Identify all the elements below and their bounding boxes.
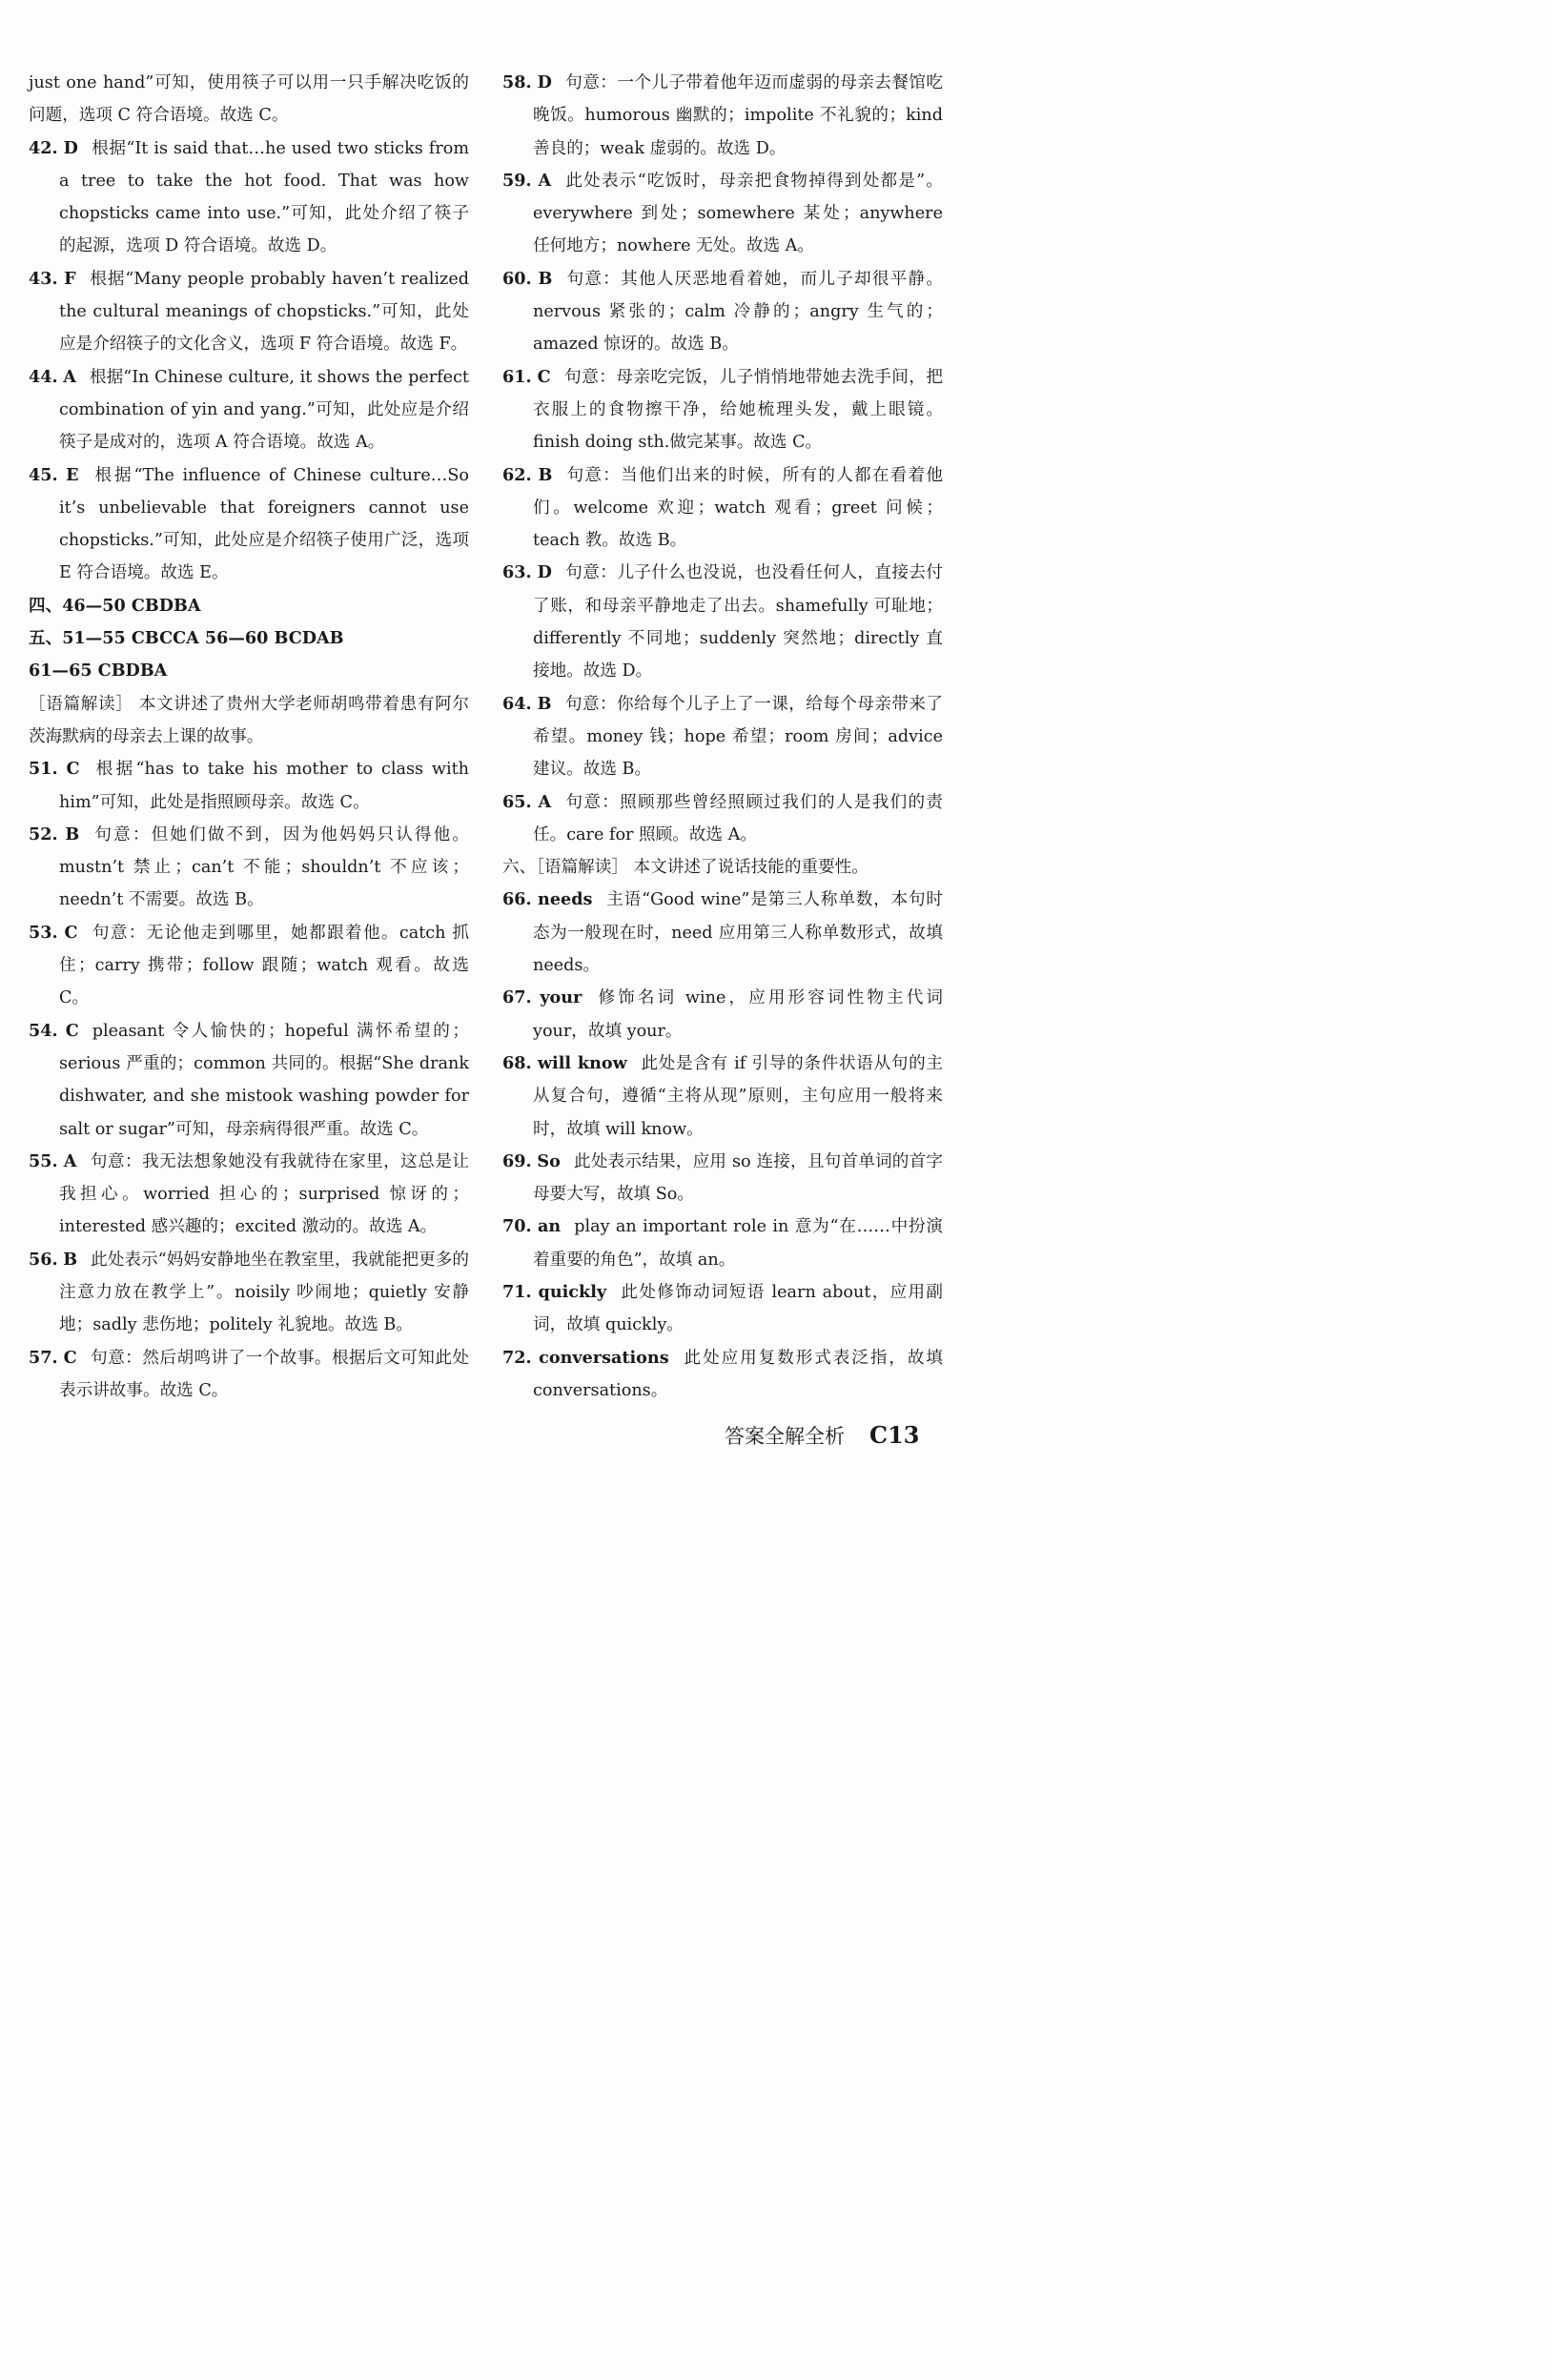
question-number: 69.	[502, 1150, 532, 1171]
explanation-text: 此处表示“吃饭时，母亲把食物掉得到处都是”。everywhere 到处；somewhere 某处；anywhere 任何地方；nowhere 无处。故选 A。	[533, 171, 943, 256]
answer-key: C	[63, 1347, 77, 1368]
answer-entry	[502, 1048, 943, 1146]
question-number: 54.	[29, 1020, 58, 1041]
answer-key: C	[65, 1020, 79, 1041]
answer-entry	[502, 1342, 943, 1408]
question-number: 43.	[29, 268, 58, 289]
answer-key: B	[63, 1249, 78, 1270]
explanation-text: 此处修饰动词短语 learn about，应用副词，故填 quickly。	[533, 1282, 944, 1335]
explanation-text: 句意：无论他走到哪里，她都跟着他。catch 抓住；carry 携带；follow 跟随；watch 观看。故选 C。	[59, 923, 469, 1008]
answer-entry	[29, 1015, 469, 1146]
explanation-text: 根据“In Chinese culture, it shows the perfect combination of yin and yang.”可知，此处应是介绍筷子是成对的，选项 A 符合语境。故选 A。	[59, 367, 470, 453]
answer-key: B	[65, 824, 80, 844]
answer-key: B	[537, 693, 552, 714]
question-number: 59.	[502, 170, 532, 191]
answer-entry	[502, 165, 943, 263]
answer-key: D	[537, 562, 552, 583]
paragraph-text: just one hand”可知，使用筷子可以用一只手解决吃饭的问题，选项 C 符合语境。故选 C。	[29, 73, 469, 126]
question-number: 72.	[502, 1347, 532, 1368]
answer-entry	[29, 753, 469, 819]
answer-key: B	[538, 464, 553, 485]
explanation-text: 此处应用复数形式表泛指，故填 conversations。	[533, 1348, 943, 1400]
explanation-text: 句意：你给每个儿子上了一课，给每个母亲带来了希望。money 钱；hope 希望；room 房间；advice 建议。故选 B。	[533, 694, 943, 780]
explanation-text: pleasant 令人愉快的；hopeful 满怀希望的；serious 严重的；common 共同的。根据“She drank dishwater, and she mistook washing powder for salt or sugar”可知，母亲病得很严重。故选 C。	[59, 1021, 469, 1139]
question-number: 51.	[29, 759, 58, 780]
right-column	[502, 67, 943, 1407]
explanation-text: 句意：其他人厌恶地看着她，而儿子却很平静。nervous 紧张的；calm 冷静的；angry 生气的；amazed 惊讶的。故选 B。	[533, 269, 943, 355]
question-number: 56.	[29, 1249, 58, 1270]
answer-entry	[502, 786, 943, 852]
answer-entry	[502, 67, 943, 165]
question-number: 65.	[502, 791, 532, 812]
explanation-text: 根据“has to take his mother to class with him”可知，此处是指照顾母亲。故选 C。	[59, 760, 469, 812]
explanation-text: 句意：儿子什么也没说，也没看任何人，直接去付了账，和母亲平静地走了出去。shamefully 可耻地；differently 不同地；suddenly 突然地；directly 直接地。故选 D。	[533, 563, 943, 681]
answer-key: C	[64, 922, 78, 943]
answer-entry	[29, 1146, 469, 1244]
question-number: 42.	[29, 137, 58, 158]
answer-summary-line: 61—65 CBDBA	[29, 661, 168, 681]
answer-entry	[29, 1244, 469, 1342]
explanation-text: 此处是含有 if 引导的条件状语从句的主从复合句，遵循“主将从现”原则，主句应用一般将来时，故填 will know。	[533, 1053, 944, 1139]
paragraph-text: 六、［语篇解读］ 本文讲述了说话技能的重要性。	[502, 858, 868, 878]
answer-summary-line: 四、46—50 CBDBA	[29, 595, 201, 616]
answer-key: So	[537, 1150, 561, 1171]
answer-entry	[502, 263, 943, 361]
explanation-text: 句意：当他们出来的时候，所有的人都在看着他们。welcome 欢迎；watch 观看；greet 问候；teach 教。故选 B。	[533, 465, 943, 551]
answer-entry	[502, 688, 943, 786]
answer-key: needs	[538, 889, 593, 910]
explanation-text: 此处表示“妈妈安静地坐在教室里，我就能把更多的注意力放在教学上”。noisily 吵闹地；quietly 安静地；sadly 悲伤地；politely 礼貌地。故选 B。	[59, 1250, 470, 1335]
answer-entry	[502, 557, 943, 687]
explanation-text: 句意：我无法想象她没有我就待在家里，这总是让我担心。worried 担心的；surprised 惊讶的；interested 感兴趣的；excited 激动的。故选 A。	[59, 1151, 469, 1237]
answer-key: quickly	[538, 1281, 607, 1302]
answer-key: will know	[537, 1052, 627, 1073]
answer-key: C	[66, 759, 80, 780]
answer-key: A	[63, 1150, 77, 1171]
answer-entry	[502, 1210, 943, 1276]
paragraph-text: ［语篇解读］ 本文讲述了贵州大学老师胡鸣带着患有阿尔茨海默病的母亲去上课的故事。	[29, 694, 469, 746]
answer-summary-line: 五、51—55 CBCCA 56—60 BCDAB	[29, 628, 344, 649]
question-number: 58.	[502, 72, 532, 92]
question-number: 45.	[29, 464, 58, 485]
page-number: C13	[869, 1421, 920, 1449]
question-number: 52.	[29, 824, 58, 844]
question-number: 70.	[502, 1216, 532, 1237]
answer-entry	[29, 917, 469, 1015]
question-number: 62.	[502, 464, 532, 485]
question-number: 55.	[29, 1150, 58, 1171]
question-number: 71.	[502, 1281, 532, 1302]
explanation-text: 句意：但她们做不到，因为他妈妈只认得他。mustn’t 禁止；can’t 不能；shouldn’t 不应该；needn’t 不需要。故选 B。	[59, 824, 469, 910]
explanation-text: 此处表示结果，应用 so 连接，且句首单词的首字母要大写，故填 So。	[533, 1151, 943, 1205]
answer-key: an	[538, 1216, 562, 1237]
answer-key: F	[64, 268, 76, 289]
question-number: 63.	[502, 562, 532, 583]
answer-key: conversations	[539, 1347, 669, 1368]
explanation-text: 根据“The influence of Chinese culture…So it’s unbelievable that foreigners cannot use chopsticks.”可知，此处应是介绍筷子使用广泛，选项 E 符合语境。故选 E。	[59, 465, 470, 583]
answer-entry	[502, 459, 943, 558]
answer-key: D	[63, 137, 78, 158]
question-number: 60.	[502, 268, 532, 289]
explanation-text: 修饰名词 wine，应用形容词性物主代词 your，故填 your。	[533, 988, 944, 1041]
explanation-text: 句意：然后胡鸣讲了一个故事。根据后文可知此处表示讲故事。故选 C。	[59, 1348, 469, 1400]
answer-entry	[29, 1342, 469, 1408]
question-number: 61.	[502, 366, 532, 387]
answer-entry	[502, 982, 943, 1048]
answer-key: A	[538, 170, 552, 191]
answer-entry	[29, 819, 469, 917]
answer-entry	[502, 884, 943, 982]
answer-key: D	[537, 72, 552, 92]
footer-label: 答案全解全析	[725, 1425, 845, 1448]
explanation-text: 句意：照顾那些曾经照顾过我们的人是我们的责任。care for 照顾。故选 A。	[533, 792, 943, 844]
explanation-text: play an important role in 意为“在……中扮演着重要的角色”，故填 an。	[533, 1217, 944, 1270]
answer-entry	[29, 459, 469, 590]
explanation-text: 根据“It is said that…he used two sticks from a tree to take the hot food. That was how chopsticks came into use.”可知，此处介绍了筷子的起源，选项 D 符合语境。故选 D。	[59, 138, 470, 256]
answer-key: B	[538, 268, 553, 289]
question-number: 44.	[29, 366, 58, 387]
explanation-text: 根据“Many people probably haven’t realized the cultural meanings of chopsticks.”可知，此处应是介绍筷子的文化含义，选项 F 符合语境。故选 F。	[59, 269, 469, 355]
question-number: 57.	[29, 1347, 58, 1368]
answer-entry	[29, 132, 469, 263]
question-number: 66.	[502, 889, 532, 910]
left-column	[29, 67, 469, 1407]
explanation-text: 句意：一个儿子带着他年迈而虚弱的母亲去餐馆吃晚饭。humorous 幽默的；impolite 不礼貌的；kind 善良的；weak 虚弱的。故选 D。	[533, 73, 943, 158]
answer-entry	[502, 361, 943, 459]
answer-key: your	[540, 987, 582, 1008]
answer-entry	[502, 1146, 943, 1211]
answer-entry	[502, 1276, 943, 1342]
answer-key: E	[66, 464, 79, 485]
page-footer	[725, 1422, 920, 1450]
answer-key: C	[537, 366, 551, 387]
explanation-text: 句意：母亲吃完饭，儿子悄悄地带她去洗手间，把衣服上的食物擦干净，给她梳理头发，戴上眼镜。finish doing sth.做完某事。故选 C。	[533, 367, 943, 453]
question-number: 68.	[502, 1052, 532, 1073]
answer-key: A	[63, 366, 76, 387]
question-number: 64.	[502, 693, 532, 714]
question-number: 53.	[29, 922, 58, 943]
explanation-text: 主语“Good wine”是第三人称单数，本句时态为一般现在时，need 应用第三人称单数形式，故填 needs。	[533, 890, 944, 976]
answer-entry	[29, 361, 469, 459]
question-number: 67.	[502, 987, 532, 1008]
answer-key: A	[538, 791, 552, 812]
answer-entry	[29, 263, 469, 361]
